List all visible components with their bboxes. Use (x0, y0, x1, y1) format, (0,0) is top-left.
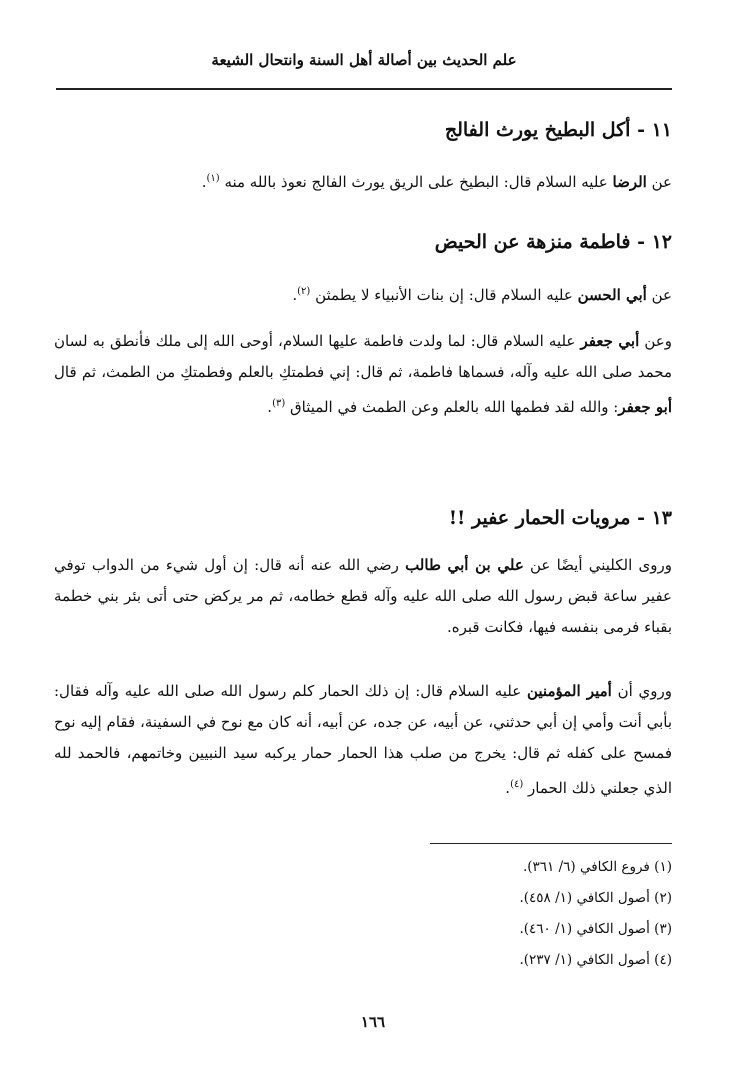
narrator-name: أبي الحسن (577, 286, 647, 304)
footnote-ref-1: (١) (206, 173, 220, 184)
running-header: علم الحديث بين أصالة أهل السنة وانتحال الشيعة (211, 51, 517, 69)
page-number: ١٦٦ (360, 1013, 386, 1031)
section-heading-12: ١٢ - فاطمة منزهة عن الحيض (434, 231, 672, 253)
paragraph-13-1: وروى الكليني أيضًا عن علي بن أبي طالب رضي الله عنه أنه قال: إن أول شيء من الدواب توفي عفير ساعة قبض رسول الله صلى الله عليه وآله قطع خطامه، ثم مر يركض حتى أتى بئر بني خطمة بقباء فرمى بنفسه فيها، فكانت قبره. (54, 556, 672, 636)
footnote-ref-4: (٤) (510, 779, 524, 790)
footnote-1: (١) فروع الكافي (٦/ ٣٦١). (522, 859, 672, 875)
paragraph-11-1: عن الرضا عليه السلام قال: البطيخ على الريق يورث الفالج نعوذ بالله منه $^{(١)}$. (201, 173, 672, 191)
section-heading-11: ١١ - أكل البطيخ يورث الفالج (444, 119, 672, 141)
footnote-ref-3: (٣) (272, 398, 286, 409)
narrator-name: الرضا (612, 173, 647, 191)
footnote-3: (٣) أصول الكافي (١/ ٤٦٠). (519, 921, 672, 937)
narrator-name: علي بن أبي طالب (405, 556, 524, 574)
header-rule (56, 88, 672, 90)
paragraph-12-2: وعن أبي جعفر عليه السلام قال: لما ولدت فاطمة عليها السلام، أوحى الله إلى ملك فأنطق به لسان محمد صلى الله عليه وآله، فسماها فاطمة، ثم قال: إني فطمتكِ بالعلم وفطمتكِ من الطمث، ثم قال أبو جعفر: والله لقد فطمها الله بالعلم وعن الطمث في الميثاق $^{(٣)}$. (54, 332, 672, 416)
section-heading-13: ١٣ - مرويات الحمار عفير !! (448, 507, 672, 529)
footnotes (372, 852, 672, 976)
footnote-2: (٢) أصول الكافي (١/ ٤٥٨). (519, 890, 672, 906)
paragraph-13-2: وروي أن أمير المؤمنين عليه السلام قال: إن ذلك الحمار كلم رسول الله صلى الله عليه وآله فقال: بأبي أنت وأمي إن أبي حدثني، عن أبيه، عن جده، عن أبيه، أنه كان مع نوح في السفينة، فقام إليه نوح فمسح على كفله ثم قال: يخرج من صلب هذا الحمار حمار يركبه سيد النبيين وخاتمهم، فالحمد لله الذي جعلني ذلك الحمار $^{(٤)}$. (54, 682, 672, 797)
footnote-4: (٤) أصول الكافي (١/ ٢٣٧). (519, 952, 672, 968)
footnote-ref-2: (٢) (297, 286, 311, 297)
narrator-name: أبي جعفر (580, 332, 640, 350)
footnote-rule (430, 843, 672, 844)
paragraph-12-1: عن أبي الحسن عليه السلام قال: إن بنات الأنبياء لا يطمثن $^{(٢)}$. (292, 286, 672, 304)
narrator-name: أبو جعفر (618, 398, 672, 416)
narrator-name: أمير المؤمنين (526, 682, 612, 700)
